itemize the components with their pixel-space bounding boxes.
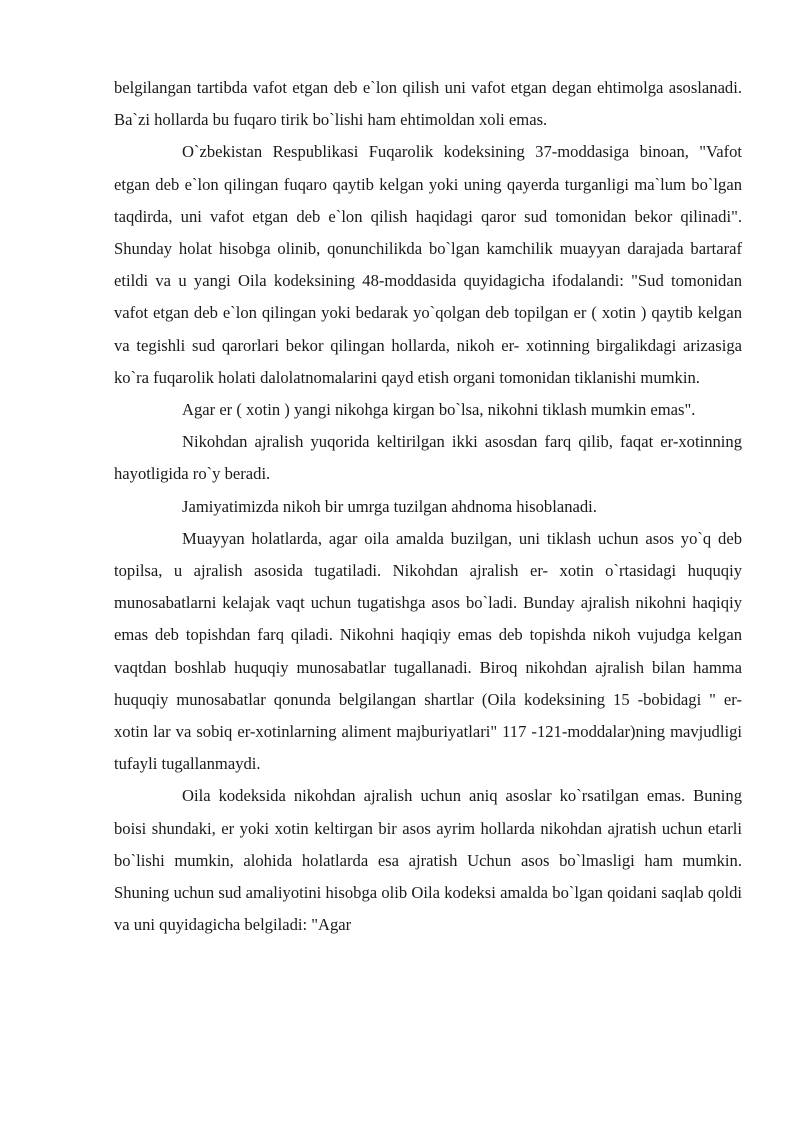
paragraph-remarriage-clause: Agar er ( xotin ) yangi nikohga kirgan bo`lsa, nikohni tiklash mumkin emas".	[182, 400, 696, 420]
paragraph-continuation: belgilangan tartibda vafot etgan deb e`lon qilish uni vafot etgan degan ehtimolga asoslanadi. Ba`zi hollarda bu fuqaro tirik bo`lishi ham ehtimoldan xoli emas.	[114, 78, 742, 130]
paragraph-divorce-difference: Nikohdan ajralish yuqorida keltirilgan ikki asosdan farq qilib, faqat er-xotinning hayotligida ro`y beradi.	[114, 432, 742, 484]
document-body	[114, 72, 742, 941]
paragraph-civil-code-article-37: O`zbekistan Respublikasi Fuqarolik kodeksining 37-moddasiga binoan, "Vafot etgan deb e`lon qilingan fuqaro qaytib kelgan yoki uning qayerda turganligi ma`lum bo`lgan taqdirda, uni vafot etgan deb e`lon qilish haqidagi qaror sud tomonidan bekor qilinadi". Shunday holat hisobga olinib, qonunchilikda bo`lgan kamchilik muayyan darajada bartaraf etildi va u yangi Oila kodeksining 48-moddasida quyidagicha ifodalandi: "Sud tomonidan vafot etgan deb e`lon qilingan yoki bedarak yo`qolgan deb topilgan er ( xotin ) qaytib kelgan va tegishli sud qarorlari bekor qilingan hollarda, nikoh er- xotinning birgalikdagi arizasiga ko`ra fuqarolik holati dalolatnomalarini qayd etish organi tomonidan tiklanishi mumkin.	[114, 142, 742, 387]
paragraph-marriage-lifelong: Jamiyatimizda nikoh bir umrga tuzilgan ahdnoma hisoblanadi.	[182, 496, 597, 516]
paragraph-divorce-grounds: Muayyan holatlarda, agar oila amalda buzilgan, uni tiklash uchun asos yo`q deb topilsa, u ajralish asosida tugatiladi. Nikohdan ajralish er- xotin o`rtasidagi huquqiy munosabatlarni kelajak vaqt uchun tugatishga asos bo`ladi. Bunday ajralish nikohni haqiqiy emas deb topishdan farq qiladi. Nikohni haqiqiy emas deb topishda nikoh vujudga kelgan vaqtdan boshlab huquqiy munosabatlar tugallanadi. Biroq nikohdan ajralish bilan hamma huquqiy munosabatlar qonunda belgilangan shartlar (Oila kodeksining 15 -bobidagi " er- xotin lar va sobiq er-xotinlarning aliment majburiyatlari" 117 -121-moddalar)ning mavjudligi tufayli tugallanmaydi.	[114, 528, 742, 774]
paragraph-family-code-grounds: Oila kodeksida nikohdan ajralish uchun aniq asoslar ko`rsatilgan emas. Buning boisi shundaki, er yoki xotin keltirgan bir asos ayrim hollarda nikohdan ajratish uchun etarli bo`lishi mumkin, alohida holatlarda esa ajratish Uchun asos bo`lmasligi ham mumkin. Shuning uchun sud amaliyotini hisobga olib Oila kodeksi amalda bo`lgan qoidani saqlab qoldi va uni quyidagicha belgiladi: "Agar	[114, 786, 742, 935]
